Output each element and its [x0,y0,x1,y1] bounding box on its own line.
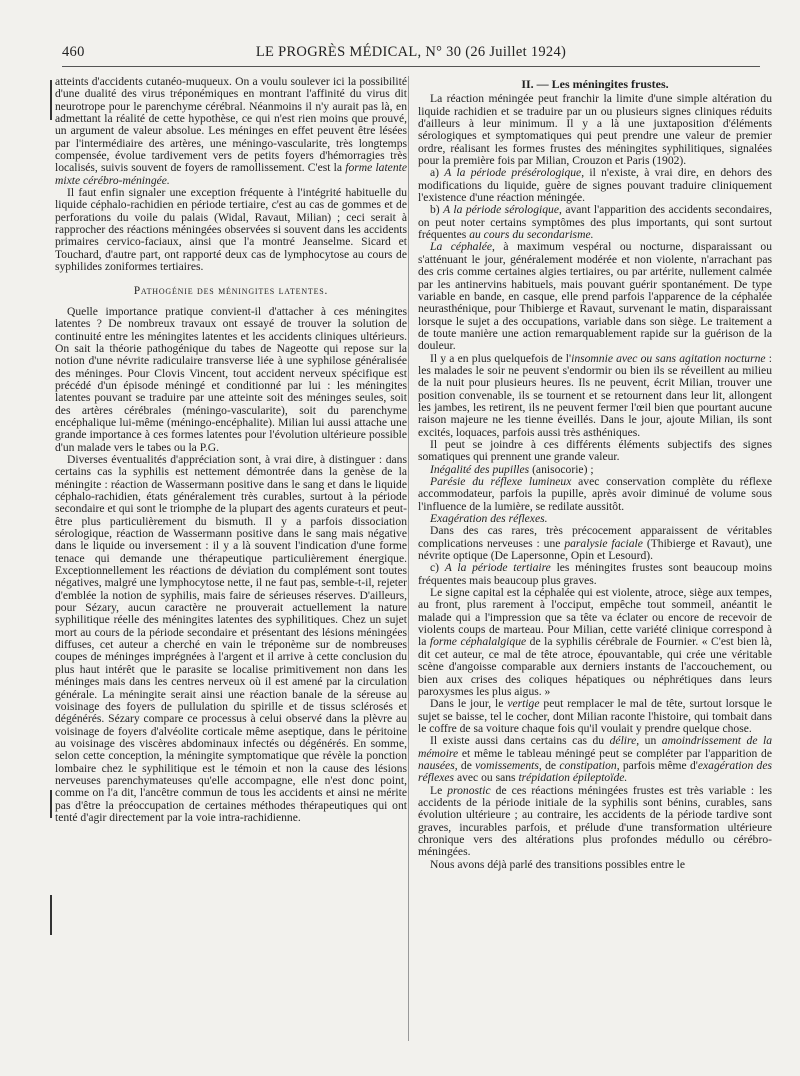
section-subheading: Pathogénie des méningites latentes. [133,284,329,297]
paragraph: Dans des cas rares, très précocement apparaissent de véritables complications nerveuses : une paralysie faciale (Thibierge et Ravaut), une névrite optique (De Lapersonne, Opin et Lesourd). [418,524,772,563]
paragraph: b) A la période sérologique, avant l'apparition des accidents secondaires, on peut noter certains symptômes des plus importants, qui sont surtout fréquentes au cours du secondarisme. [418,203,773,242]
paragraph: Il faut enfin signaler une exception fréquente à l'intégrité habituelle du liquide céphalo-rachidien en période tertiaire, c'est au cas de gommes et de perforations du voile du palais (Widal, Ravaut, Milian) ; ceci serait à rapprocher des réactions méningées observées si souvent dans les accidents primaires cervico-faciaux, ainsi que l'a montré Jeanselme. Sicard et Touchard, d'autre part, ont rapporté deux cas de lymphocytose au cours de syphilides zoniformes tertiaires. [55,186,407,274]
paragraph: La céphalée, à maximum vespéral ou nocturne, disparaissant ou s'atténuant le jour, généralement modérée et non violente, n'arrachant pas des cris comme certaines algies tertiaires, ou par artérite, nullement calmée par les antinervins habituels, mais pouvant guérir spontanément. De type variable en bande, en casque, elle prend parfois l'apparence de la céphalée neurasthénique, pour Thibierge et Ravaut, survenant le matin, disparaissant lorsque le sujet a des occupations, variable dans son siège. Le traitement a de toute manière une action remarquablement rapide sur la guérison de la douleur. [418,240,772,353]
left-column [55,76,407,824]
margin-mark [50,790,52,818]
paragraph: Il existe aussi dans certains cas du délire, un amoindrissement de la mémoire et même le tableau méningé peut se compléter par l'apparition de nausées, de vomissements, de constipation, parfois même d'exagération des réflexes avec ou sans trépidation épileptoïde. [418,734,772,785]
paragraph: Le signe capital est la céphalée qui est violente, atroce, siège aux tempes, au front, plus rarement à l'occiput, empêche tout sommeil, anéantit le malade qui a l'impression que sa tête va éclater ou encore de recevoir de violents coups de marteau. Pour Milian, cette variété clinique correspond à la forme céphalalgique de la syphilis cérébrale de Fournier. « C'est bien là, dit cet auteur, ce mal de tête atroce, épouvantable, qui crée une véritable scène d'angoisse comparable aux derniers instants de l'accouchement, ou bien aux crises des coliques hépatiques ou néphrétiques dans leurs paroxysmes les plus aigus. » [418,586,772,698]
running-header [62,42,760,67]
paragraph: La réaction méningée peut franchir la limite d'une simple altération du liquide rachidien et se traduire par un ou plusieurs signes cliniques réduits d'ailleurs à leur minimum. Il y a là une juxtaposition d'éléments sérologiques et symptomatiques qui peut prendre une valeur de premier ordre, réalisant les formes frustes des méningites syphilitiques, signalées pour la première fois par Milian, Crouzon et Paris (1902). [418,92,772,168]
paragraph: a) A la période présérologique, il n'existe, à vrai dire, en dehors des modifications du liquide, guère de signes pouvant traduire cliniquement l'existence d'une réaction méningée. [418,166,772,205]
section-heading: II. — Les méningites frustes. [521,77,669,91]
paragraph: c) A la période tertiaire les méningites frustes sont beaucoup moins fréquentes mais beaucoup plus graves. [418,561,772,587]
column-divider [408,76,409,1041]
paragraph: atteints d'accidents cutanéo-muqueux. On a voulu soulever ici la possibilité d'une dualité des virus tréponémiques en montrant l'affinité du virus dit neurotrope pour le parenchyme cérébral. Néanmoins il n'y aurait pas là, en admettant la réalité de cette hypothèse, ce qui n'est rien moins que prouvé, un argument de valeur absolue. Les méninges en effet peuvent être lésées par l'intermédiaire des artères, une méningo-vascularite, très longtemps compensée, évolue tardivement vers de petits foyers d'hémorragies très localisés, suivis souvent de foyers de ramollissement. C'est la forme latente mixte cérébro-méningée. [55,75,407,187]
paragraph: Dans le jour, le vertige peut remplacer le mal de tête, surtout lorsque le sujet se baisse, tel le cocher, dont Milian raconte l'histoire, qui tombait dans le coffre de sa voiture chaque fois qu'il voulait y prendre quelque chose. [418,697,773,735]
paragraph: Exagération des réflexes. [430,512,548,526]
paragraph: Quelle importance pratique convient-il d'attacher à ces méningites latentes ? De nombreux travaux ont essayé de trouver la solution de continuité entre les méningites latentes et les accidents cliniques ultérieurs. On sait la théorie pathogénique du tabes de Nageotte qui repose sur la notion d'une névrite radiculaire transverse liée à une syphilose généralisée des méninges. Pour Clovis Vincent, tout accident nerveux spécifique est précédé d'un épisode méningé et conditionné par lui : les méningites latentes pouvant se traduire par une atteinte soit des méninges seules, soit des artères cérébrales (méningo-vascularite), soit du parenchyme encéphalique lui-même (méningo-encéphalite). Milian lui aussi attache une grande importance à ces formes latentes pour l'évolution ultérieure possible d'un malade vers le tabes ou la P.G. [55,304,407,454]
margin-mark [50,895,52,935]
margin-mark [50,80,52,120]
paragraph: Il peut se joindre à ces différents éléments subjectifs des signes somatiques qui prennent une grande valeur. [418,437,772,464]
paragraph: Nous avons déjà parlé des transitions possibles entre le [430,857,686,871]
paragraph: Inégalité des pupilles (anisocorie) ; [430,462,594,476]
paragraph: Parésie du réflexe lumineux avec conservation complète du réflexe accommodateur, parfois la pupille, après avoir diminué de volume sous l'influence de la lumière, se redilate aussitôt. [418,475,772,513]
right-column [418,76,772,871]
paragraph: Il y a en plus quelquefois de l'insomnie avec ou sans agitation nocturne : les malades le soir ne peuvent s'endormir ou bien ils se réveillent au milieu de la nuit pour plusieurs heures. Ils ne peuvent, écrit Milian, trouver une position convenable, ils se tournent et se retournent dans leur lit, allongent les jambes, les retirent, ils ne peuvent fermer l'œil bien que pourtant aucune raison majeure ne les tienne éveillés. Dans le jour, ajoute Milian, ils sont excités, loquaces, parfois aussi très asthéniques. [418,351,772,439]
paragraph: Le pronostic de ces réactions méningées frustes est très variable : les accidents de la période initiale de la syphilis sont bénins, curables, sans évolution ultérieure ; au contraire, les accidents de la période tardive sont graves, incurables parfois, et prélude d'une transformation ultérieure chronique vers des altérations plus profondes médullo ou cérébro-méningées. [418,783,772,859]
journal-title: LE PROGRÈS MÉDICAL, N° 30 (26 Juillet 1924) [255,44,567,60]
paragraph: Diverses éventualités d'appréciation sont, à vrai dire, à distinguer : dans certains cas la syphilis est nettement démontrée dans la genèse de la méningite : réaction de Wassermann positive dans le sang et dans le liquide céphalo-rachidien, états généralement très curables, surtout à la période secondaire et qui sont le triomphe de la plupart des agents curateurs et peut-être plus particulièrement du bismuth. Il y a parfois dissociation sérologique, réaction de Wassermann positive dans le sang mais négative dans le liquide ou inversement : il y a là souvent l'indication d'une forme tenace qui demande une thérapeutique particulièrement énergique. Exceptionnellement les réactions de déviation du complément sont toutes négatives, malgré une lymphocytose nette, il ne faut pas, semble-t-il, rejeter d'emblée la notion de syphilis, mais faire de sérieuses réserves. D'ailleurs, pour Sézary, aucun caractère ne prouverait actuellement la nature syphilitique réelle des méningites latentes des syphilitiques. Chez un sujet mort au cours de la période secondaire et présentant des lésions méningées diffuses, cet auteur a cherché en vain le tréponème sur de nombreuses coupes de méninges imprégnées à l'argent et il arrive à cette conclusion du plus haut intérêt que le parasite se localise primitivement non dans les méninges mais dans les centres nerveux où il est amené par la circulation générale. La méningite serait ainsi une réaction banale de la séreuse au voisinage des foyers de pullulation du spirille et de tissus sclérosés et dégénérés. Sézary compare ce processus à celui observé dans la plèvre au voisinage de foyers d'alvéolite corticale même aseptique, dans le péritoine au voisinage des viscères abdominaux infectés ou dégénérés. En somme, selon cette conception, la méningite symptomatique que révèle la ponction lombaire chez le syphilitique est le témoin et non la cause des lésions nerveuses parenchymateuses qu'elle accompagne, elle n'est donc point, comme on l'a dit, l'ancêtre commun de tous les accidents et ainsi ne mérite pas d'être la préoccupation de certaines méthodes thérapeutiques qui ont tenté d'agir directement par la voie intra-rachidienne. [55,452,407,824]
page-number: 460 [62,44,85,60]
